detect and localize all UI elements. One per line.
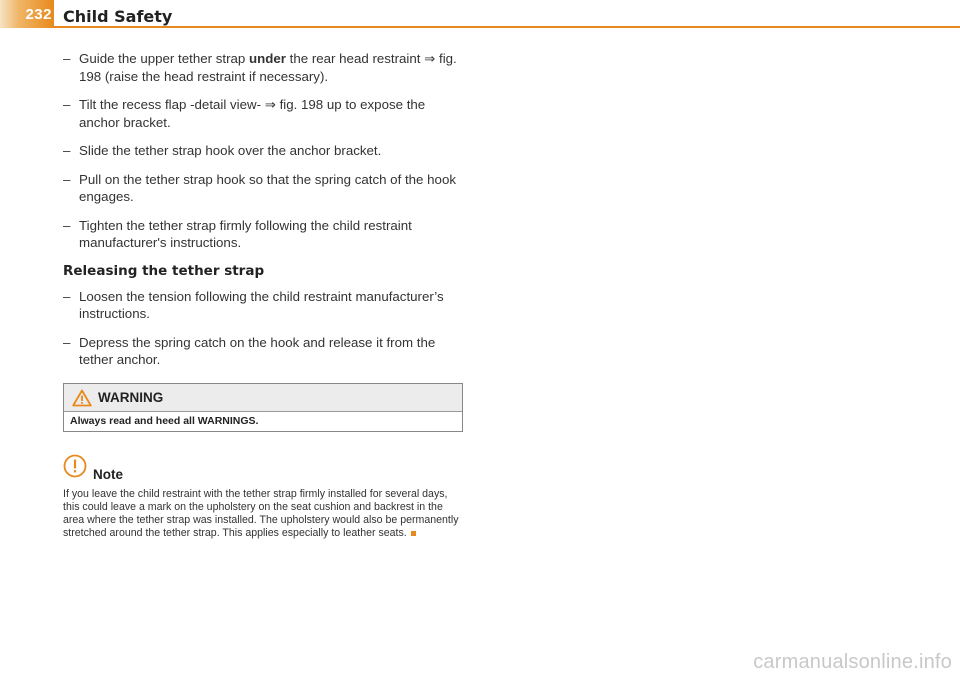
step-text: Loosen the tension following the child restraint manufacturer’s instructions.	[79, 288, 444, 321]
step-text: Tilt the recess flap -detail view- ⇒ fig. 198 up to expose the anchor bracket.	[79, 97, 426, 130]
warning-body: Always read and heed all WARNINGS.	[70, 414, 259, 427]
step-text: Guide the upper tether strap	[79, 51, 250, 66]
list-item	[63, 217, 463, 252]
releasing-heading: Releasing the tether strap	[63, 262, 265, 279]
list-item	[63, 96, 463, 131]
note-exclamation-icon	[63, 454, 87, 478]
install-steps-list	[63, 50, 463, 252]
step-text: Slide the tether strap hook over the anchor bracket.	[79, 143, 382, 158]
release-steps-list	[63, 288, 463, 369]
section-title: Child Safety	[63, 7, 173, 26]
header-rule	[54, 26, 960, 28]
step-text: the rear head restraint ⇒ fig. 198 (raise the head restraint if necessary).	[79, 51, 457, 84]
warning-title: WARNING	[98, 390, 164, 405]
note-header	[63, 454, 463, 482]
page-number: 232	[25, 6, 52, 23]
list-dash: –	[63, 97, 71, 112]
note-title: Note	[93, 466, 123, 482]
list-dash: –	[63, 143, 71, 158]
step-text: Depress the spring catch on the hook and release it from the tether anchor.	[79, 334, 436, 367]
list-dash: –	[63, 334, 71, 350]
note-body	[63, 488, 463, 541]
list-dash: –	[63, 288, 71, 304]
warning-box	[63, 383, 463, 432]
watermark[interactable]: carmanualsonline.info	[753, 651, 952, 673]
end-of-section-marker	[411, 531, 416, 536]
page-number-tab	[0, 0, 54, 28]
list-dash: –	[63, 171, 71, 187]
step-text: Pull on the tether strap hook so that the spring catch of the hook engages.	[79, 171, 456, 204]
list-dash: –	[63, 51, 71, 66]
list-item	[63, 50, 463, 85]
list-item	[63, 334, 463, 369]
warning-triangle-icon	[72, 389, 92, 407]
step-emphasis: under	[249, 51, 286, 66]
main-content	[63, 50, 463, 541]
warning-header	[64, 384, 462, 412]
step-text: Tighten the tether strap firmly following the child restraint manufacturer's instructions.	[79, 217, 412, 250]
list-dash: –	[63, 217, 71, 233]
list-item	[63, 171, 463, 206]
note-text: If you leave the child restraint with the tether strap firmly installed for several days, this could leave a mark on the upholstery on the seat cushion and backrest in the area where the tether strap was installed. The upholstery would also be permanently stretched around the tether strap. This applies especially to leather seats.	[63, 487, 459, 540]
list-item	[63, 288, 463, 323]
list-item	[63, 142, 463, 160]
